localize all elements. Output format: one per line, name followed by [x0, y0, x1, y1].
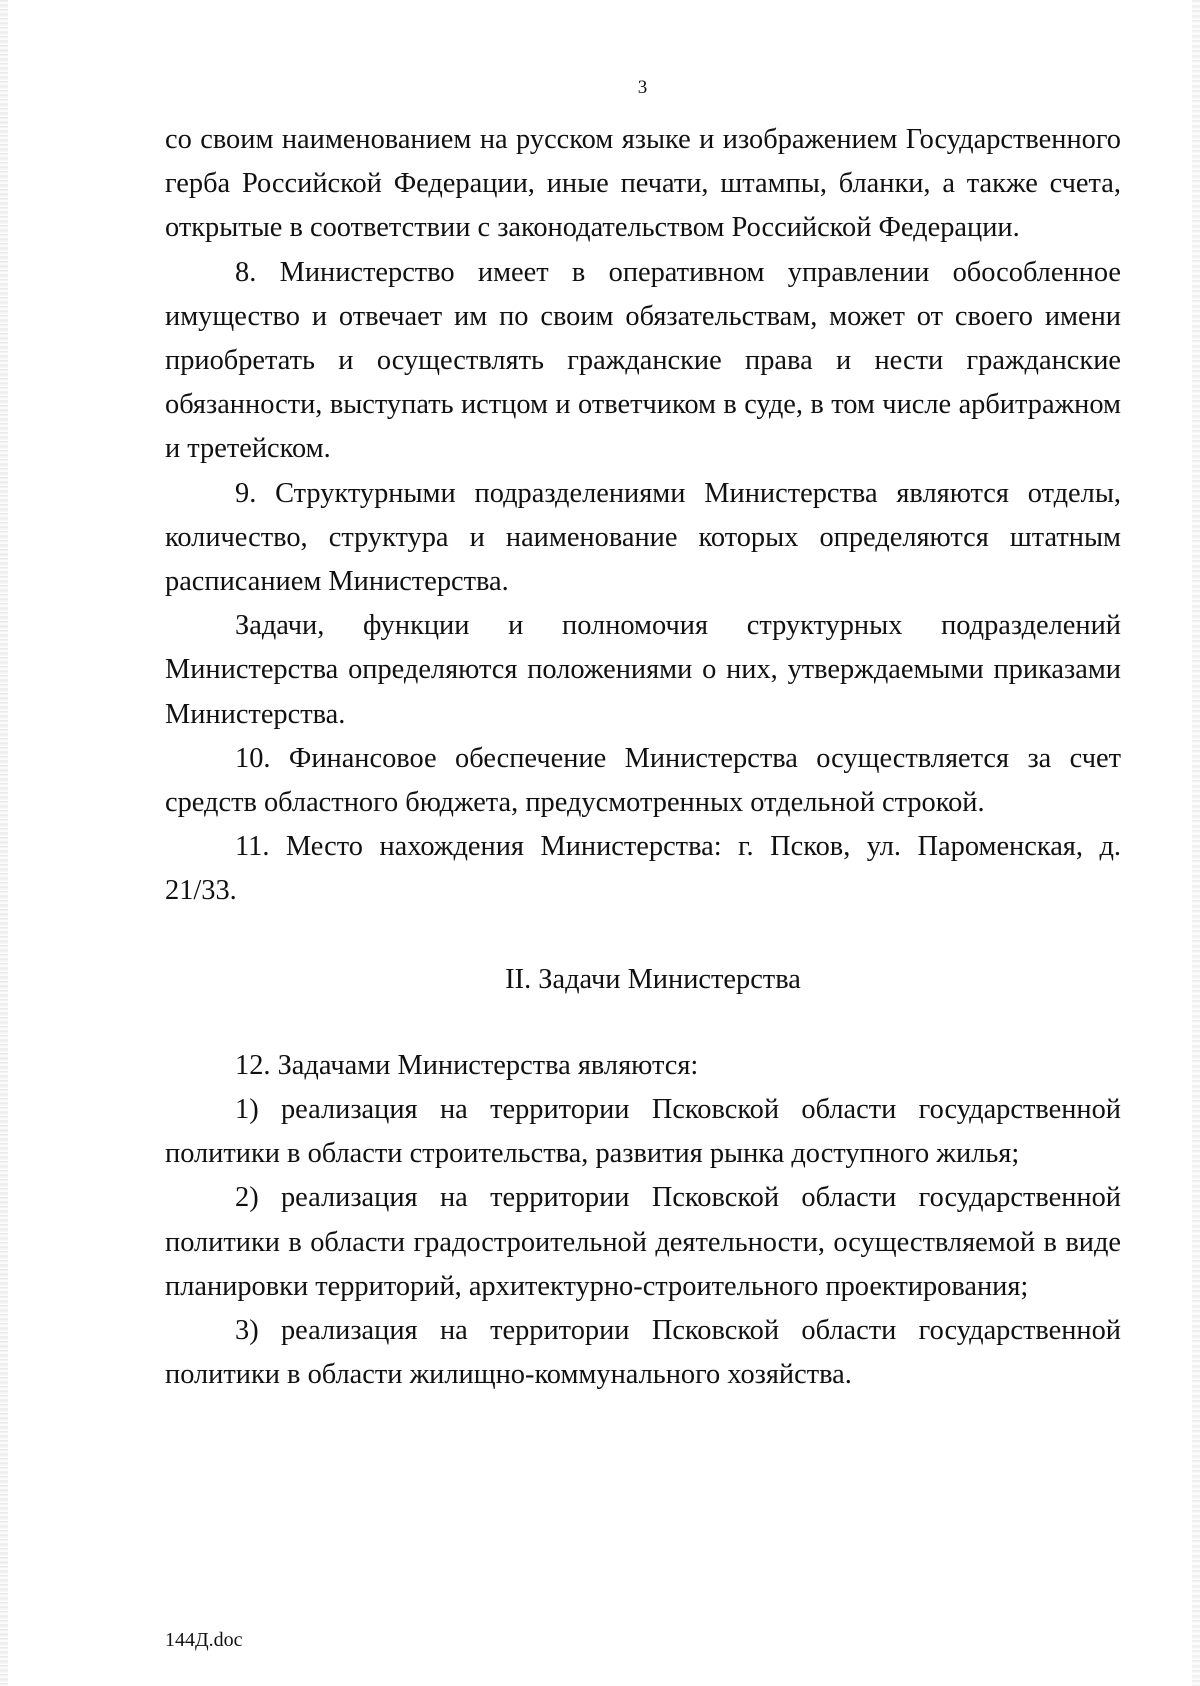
paragraph-12-item-3: 3) реализация на территории Псковской области государственной политики в области жилищно-коммунального хозяйства. — [165, 1315, 1121, 1391]
paragraph-10: 10. Финансовое обеспечение Министерства осуществляется за счет средств областного бюджета, предусмотренных отдельной строкой. — [165, 742, 1121, 819]
paragraph-12: 12. Задачами Министерства являются: — [235, 1049, 699, 1081]
document-body — [165, 118, 1121, 1397]
paragraph-9-tasks: Задачи, функции и полномочия структурных подразделений Министерства определяются положениями о них, утверждаемыми приказами Министерства. — [165, 610, 1121, 730]
footer-filename: 144Д.doc — [165, 1629, 243, 1651]
scan-edge-left — [0, 0, 8, 1686]
paragraph-12-item-2: 2) реализация на территории Псковской области государственной политики в области градостроительной деятельности, осуществляемой в виде планировки территорий, архитектурно-строительного проектирования; — [165, 1182, 1121, 1302]
paragraph-9: 9. Структурными подразделениями Министерства являются отделы, количество, структура и наименование которых определяются штатным расписанием Министерства. — [165, 477, 1121, 598]
paragraph-intro: со своим наименованием на русском языке и изображением Государственного герба Российской Федерации, иные печати, штампы, бланки, а также счета, открытые в соответствии с законодательством Российской Федерации. — [165, 124, 1121, 244]
paragraph-11: 11. Место нахождения Министерства: г. Псков, ул. Пароменская, д. 21/33. — [165, 831, 1121, 907]
scan-edge-right — [1192, 0, 1200, 1686]
section-heading: II. Задачи Министерства — [505, 963, 801, 995]
paragraph-12-item-1: 1) реализация на территории Псковской области государственной политики в области строительства, развития рынка доступного жилья; — [165, 1094, 1121, 1170]
page-number: 3 — [637, 77, 648, 98]
paragraph-8: 8. Министерство имеет в оперативном управлении обособленное имущество и отвечает им по своим обязательствам, может от своего имени приобретать и осуществлять гражданские права и нести гражданские обязанности, выступать истцом и ответчиком в суде, в том числе арбитражном и третейском. — [165, 256, 1121, 465]
